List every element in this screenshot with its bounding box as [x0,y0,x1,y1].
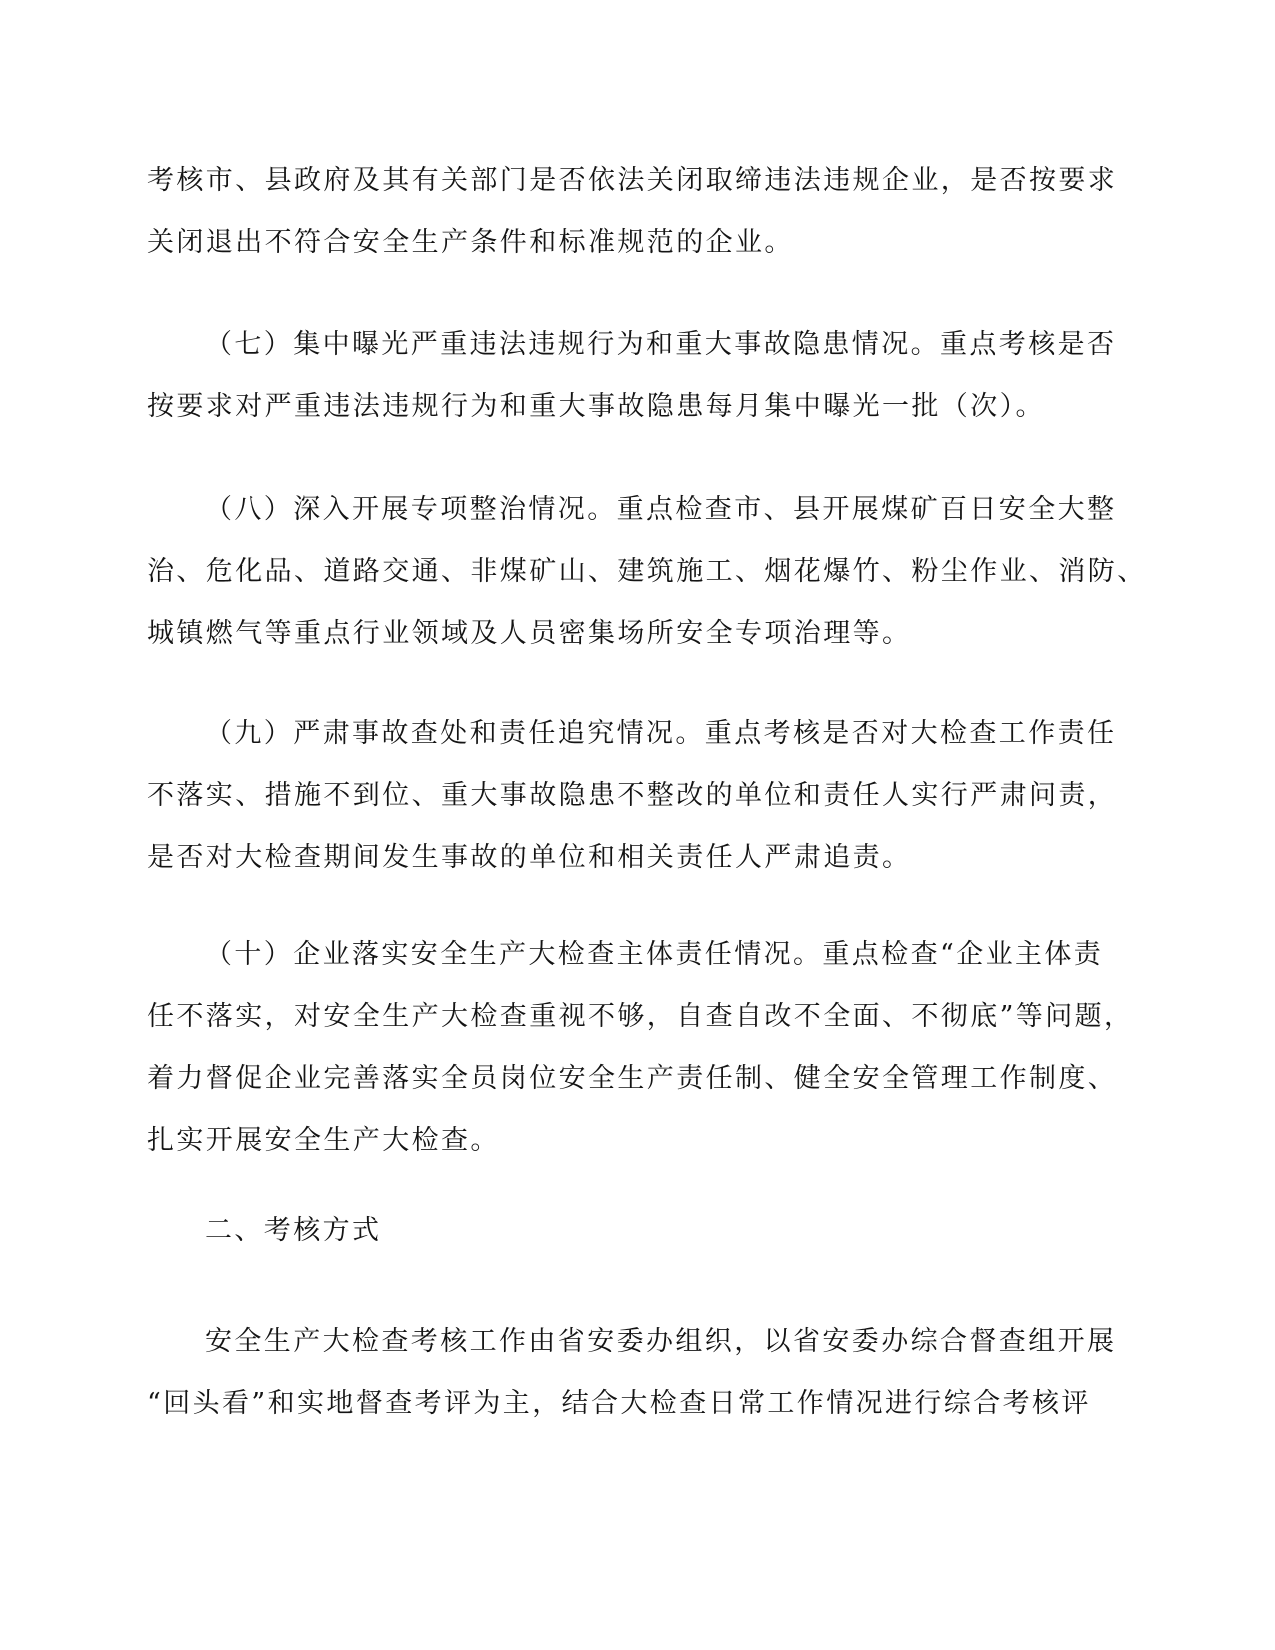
text-line: （九）严肃事故查处和责任追究情况。重点考核是否对大检查工作责任 [205,718,1117,749]
text-line: （八）深入开展专项整治情况。重点检查市、县开展煤矿百日安全大整 [205,494,1117,525]
text-line: 任不落实，对安全生产大检查重视不够，自查自改不全面、不彻底”等问题， [147,1001,1134,1032]
text-line: （十）企业落实安全生产大检查主体责任情况。重点检查“企业主体责 [205,939,1104,970]
heading-text: 二、考核方式 [205,1215,382,1246]
text-line: 扎实开展安全生产大检查。 [147,1125,500,1156]
text-line: 城镇燃气等重点行业领域及人员密集场所安全专项治理等。 [147,618,912,649]
text-line: 是否对大检查期间发生事故的单位和相关责任人严肃追责。 [147,842,912,873]
text-line: 考核市、县政府及其有关部门是否依法关闭取缔违法违规企业，是否按要求 [147,165,1118,196]
text-line: 不落实、措施不到位、重大事故隐患不整改的单位和责任人实行严肃问责， [147,780,1118,811]
paragraph-item-7 [147,314,1117,438]
text-line: 安全生产大检查考核工作由省安委办组织，以省安委办综合督查组开展 [205,1326,1117,1357]
paragraph-continuation [147,150,1118,274]
paragraph-item-10 [147,924,1134,1172]
paragraph-item-8 [147,479,1147,665]
text-line: 治、危化品、道路交通、非煤矿山、建筑施工、烟花爆竹、粉尘作业、消防、 [147,556,1147,587]
paragraph-item-9 [147,703,1118,889]
text-line: 关闭退出不符合安全生产条件和标准规范的企业。 [147,227,794,258]
text-line: 按要求对严重违法违规行为和重大事故隐患每月集中曝光一批（次）。 [147,391,1045,422]
text-line: （七）集中曝光严重违法违规行为和重大事故隐患情况。重点考核是否 [205,329,1117,360]
text-line: 着力督促企业完善落实全员岗位安全生产责任制、健全安全管理工作制度、 [147,1063,1118,1094]
section-heading [147,1200,1107,1262]
text-line: “回头看”和实地督查考评为主，结合大检查日常工作情况进行综合考核评 [147,1388,1091,1419]
paragraph-assessment-method [147,1311,1117,1435]
